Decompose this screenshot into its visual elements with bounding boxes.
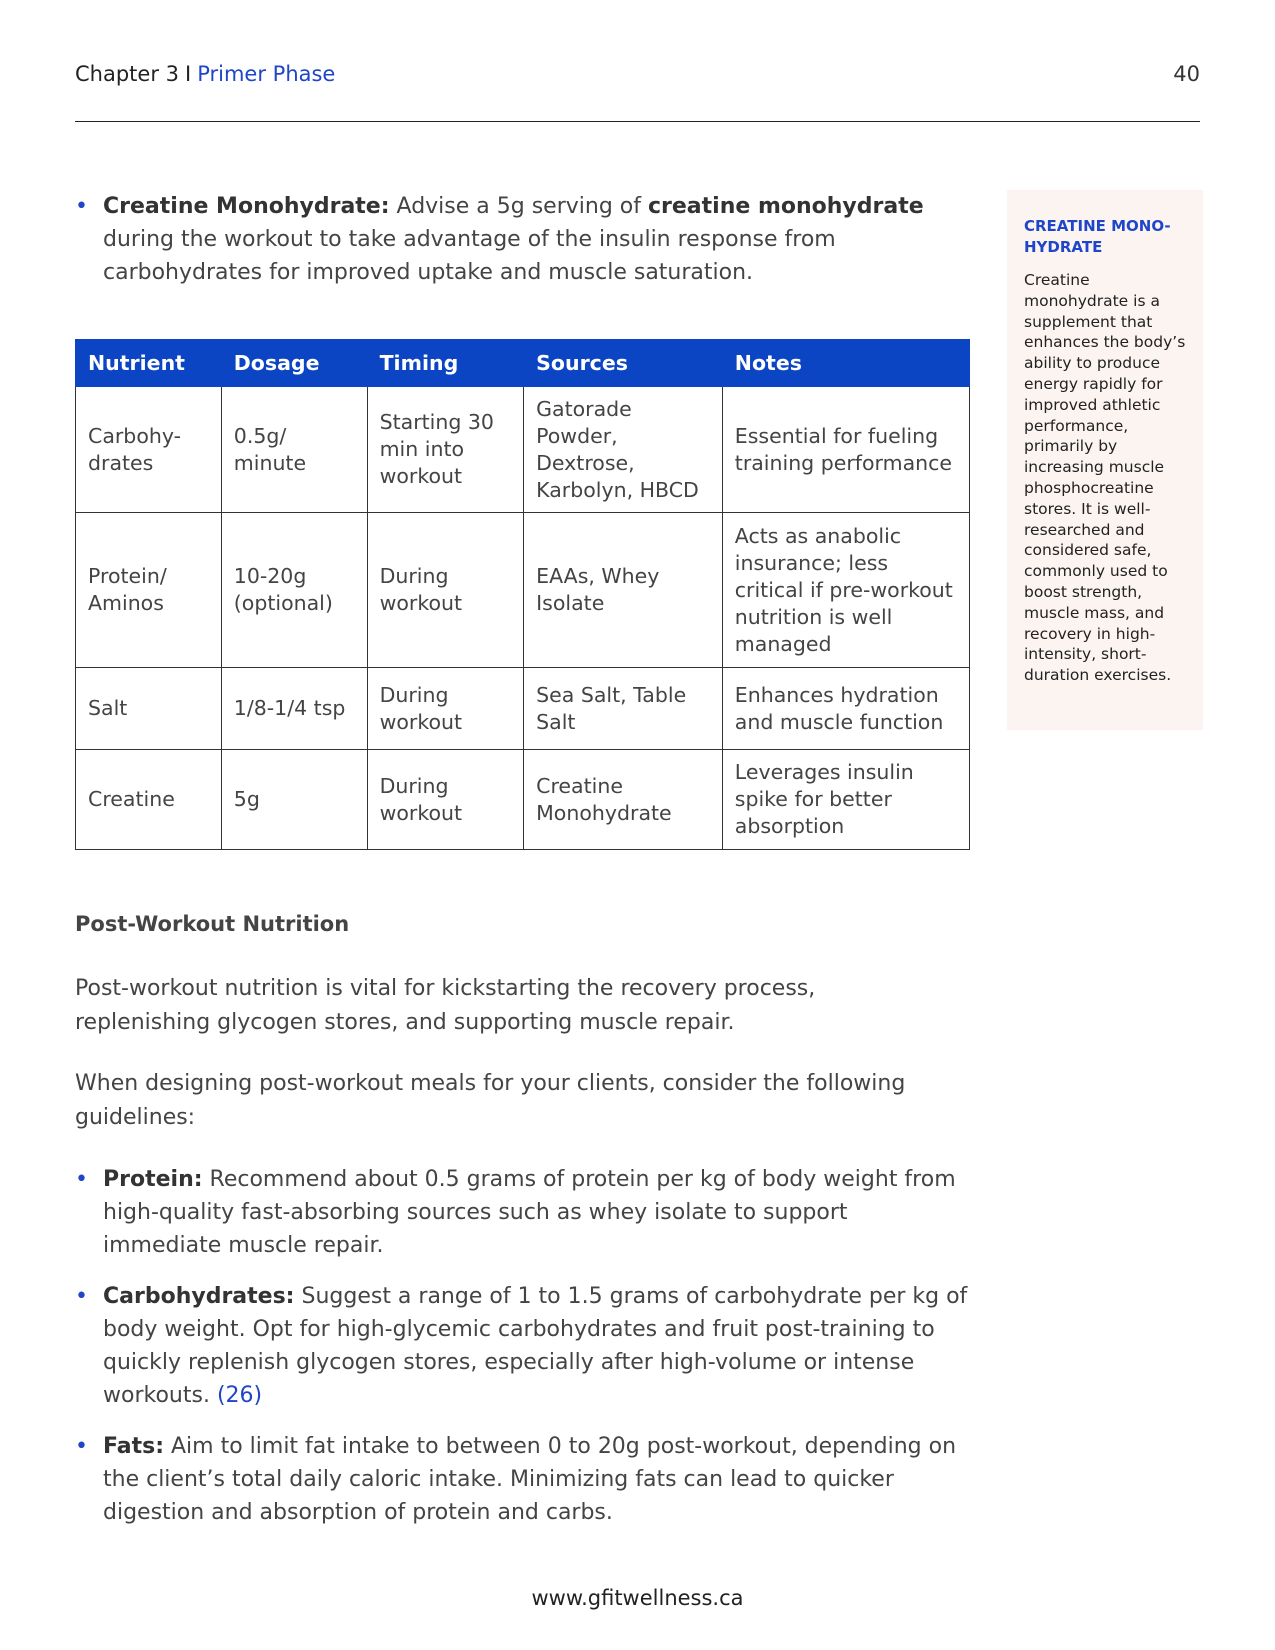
chapter-number: Chapter 3 (75, 62, 179, 86)
table-cell: Creatine (76, 750, 222, 850)
column-header: Nutrient (76, 340, 222, 387)
chapter-phase: Primer Phase (197, 62, 336, 86)
bullet-text: Recommend about 0.5 grams of protein per kg of body weight from high-quality fast-absorbing sources such as whey isolate to support immediate muscle repair. (103, 1167, 956, 1258)
bullet-icon: • (75, 1167, 88, 1192)
section-heading: Post-Workout Nutrition (75, 912, 350, 936)
table-cell: During workout (367, 750, 524, 850)
bullet-text: during the workout to take advantage of the insulin response from carbohydrates for improved uptake and muscle saturation. (103, 227, 836, 285)
table-cell: Creatine Monohydrate (524, 750, 723, 850)
table-row (76, 668, 970, 750)
citation-link[interactable]: (26) (216, 1383, 263, 1408)
bullet-text: Aim to limit fat intake to between 0 to 20g post-workout, depending on the client’s total daily caloric intake. Minimizing fats can lead to quicker digestion and absorption of protein and carbs. (103, 1434, 957, 1525)
bullet-bold-text: creatine monohydrate (647, 194, 924, 219)
bullet-icon: • (75, 194, 88, 219)
table-cell: Starting 30 min into workout (367, 387, 524, 513)
table-cell: Carbohy-drates (76, 387, 222, 513)
table-cell: Leverages insulin spike for better absorption (722, 750, 969, 850)
bullet-label: Carbohydrates: (103, 1284, 295, 1309)
table-row (76, 750, 970, 850)
table-cell: Gatorade Powder, Dextrose, Karbolyn, HBCD (524, 387, 723, 513)
bullet-label: Fats: (103, 1434, 164, 1459)
table-cell: During workout (367, 668, 524, 750)
header-divider (75, 121, 1200, 122)
bullet-label: Creatine Monohydrate: (103, 194, 390, 219)
bullet-text: Advise a 5g serving of (389, 194, 648, 219)
column-header: Sources (524, 340, 723, 387)
bullet-icon: • (75, 1284, 88, 1309)
table-cell: Salt (76, 668, 222, 750)
column-header: Notes (722, 340, 969, 387)
table-cell: Sea Salt, Table Salt (524, 668, 723, 750)
intro-bullet-list (75, 190, 970, 289)
table-row (76, 513, 970, 668)
sidebar-body: Creatine monohydrate is a supplement that enhances the body’s ability to produce energy rapidly for improved athletic performance, primarily by increasing muscle phosphocreatine stores. It is well-researched and considered safe, commonly used to boost strength, muscle mass, and recovery in high-intensity, short-duration exercises. (1024, 271, 1186, 685)
list-item (75, 190, 970, 289)
footer-url: www.gfitwellness.ca (531, 1586, 744, 1610)
bullet-icon: • (75, 1434, 88, 1459)
header-separator: I (185, 62, 192, 86)
table-header-row (76, 340, 970, 387)
sidebar-title: CREATINE MONO-HYDRATE (1024, 217, 1171, 256)
list-item (75, 1430, 970, 1529)
table-cell: Acts as anabolic insurance; less critical if pre-workout nutrition is well managed (722, 513, 969, 668)
paragraph: When designing post-workout meals for your clients, consider the following guidelines: (75, 1071, 906, 1130)
list-item (75, 1280, 970, 1412)
guidelines-list (75, 1163, 970, 1547)
paragraph: Post-workout nutrition is vital for kickstarting the recovery process, replenishing glycogen stores, and supporting muscle repair. (75, 976, 816, 1035)
bullet-text: Suggest a range of 1 to 1.5 grams of carbohydrate per kg of body weight. Opt for high-glycemic carbohydrates and fruit post-training to quickly replenish glycogen stores, especially after high-volume or intense workouts. (103, 1284, 968, 1408)
intro-section (75, 190, 970, 289)
bullet-label: Protein: (103, 1167, 203, 1192)
table-cell: 0.5g/ minute (221, 387, 367, 513)
table-cell: Essential for fueling training performance (722, 387, 969, 513)
chapter-label (75, 62, 335, 86)
table-cell: 5g (221, 750, 367, 850)
page-number: 40 (1173, 62, 1200, 86)
table-cell: 1/8-1/4 tsp (221, 668, 367, 750)
table-cell: During workout (367, 513, 524, 668)
table-row (76, 387, 970, 513)
definition-sidebar (1007, 190, 1203, 730)
table-cell: 10-20g (optional) (221, 513, 367, 668)
table-cell: EAAs, Whey Isolate (524, 513, 723, 668)
table-cell: Protein/ Aminos (76, 513, 222, 668)
nutrient-table (75, 339, 970, 850)
page-header (75, 62, 1200, 90)
list-item (75, 1163, 970, 1262)
column-header: Dosage (221, 340, 367, 387)
table-cell: Enhances hydration and muscle function (722, 668, 969, 750)
column-header: Timing (367, 340, 524, 387)
